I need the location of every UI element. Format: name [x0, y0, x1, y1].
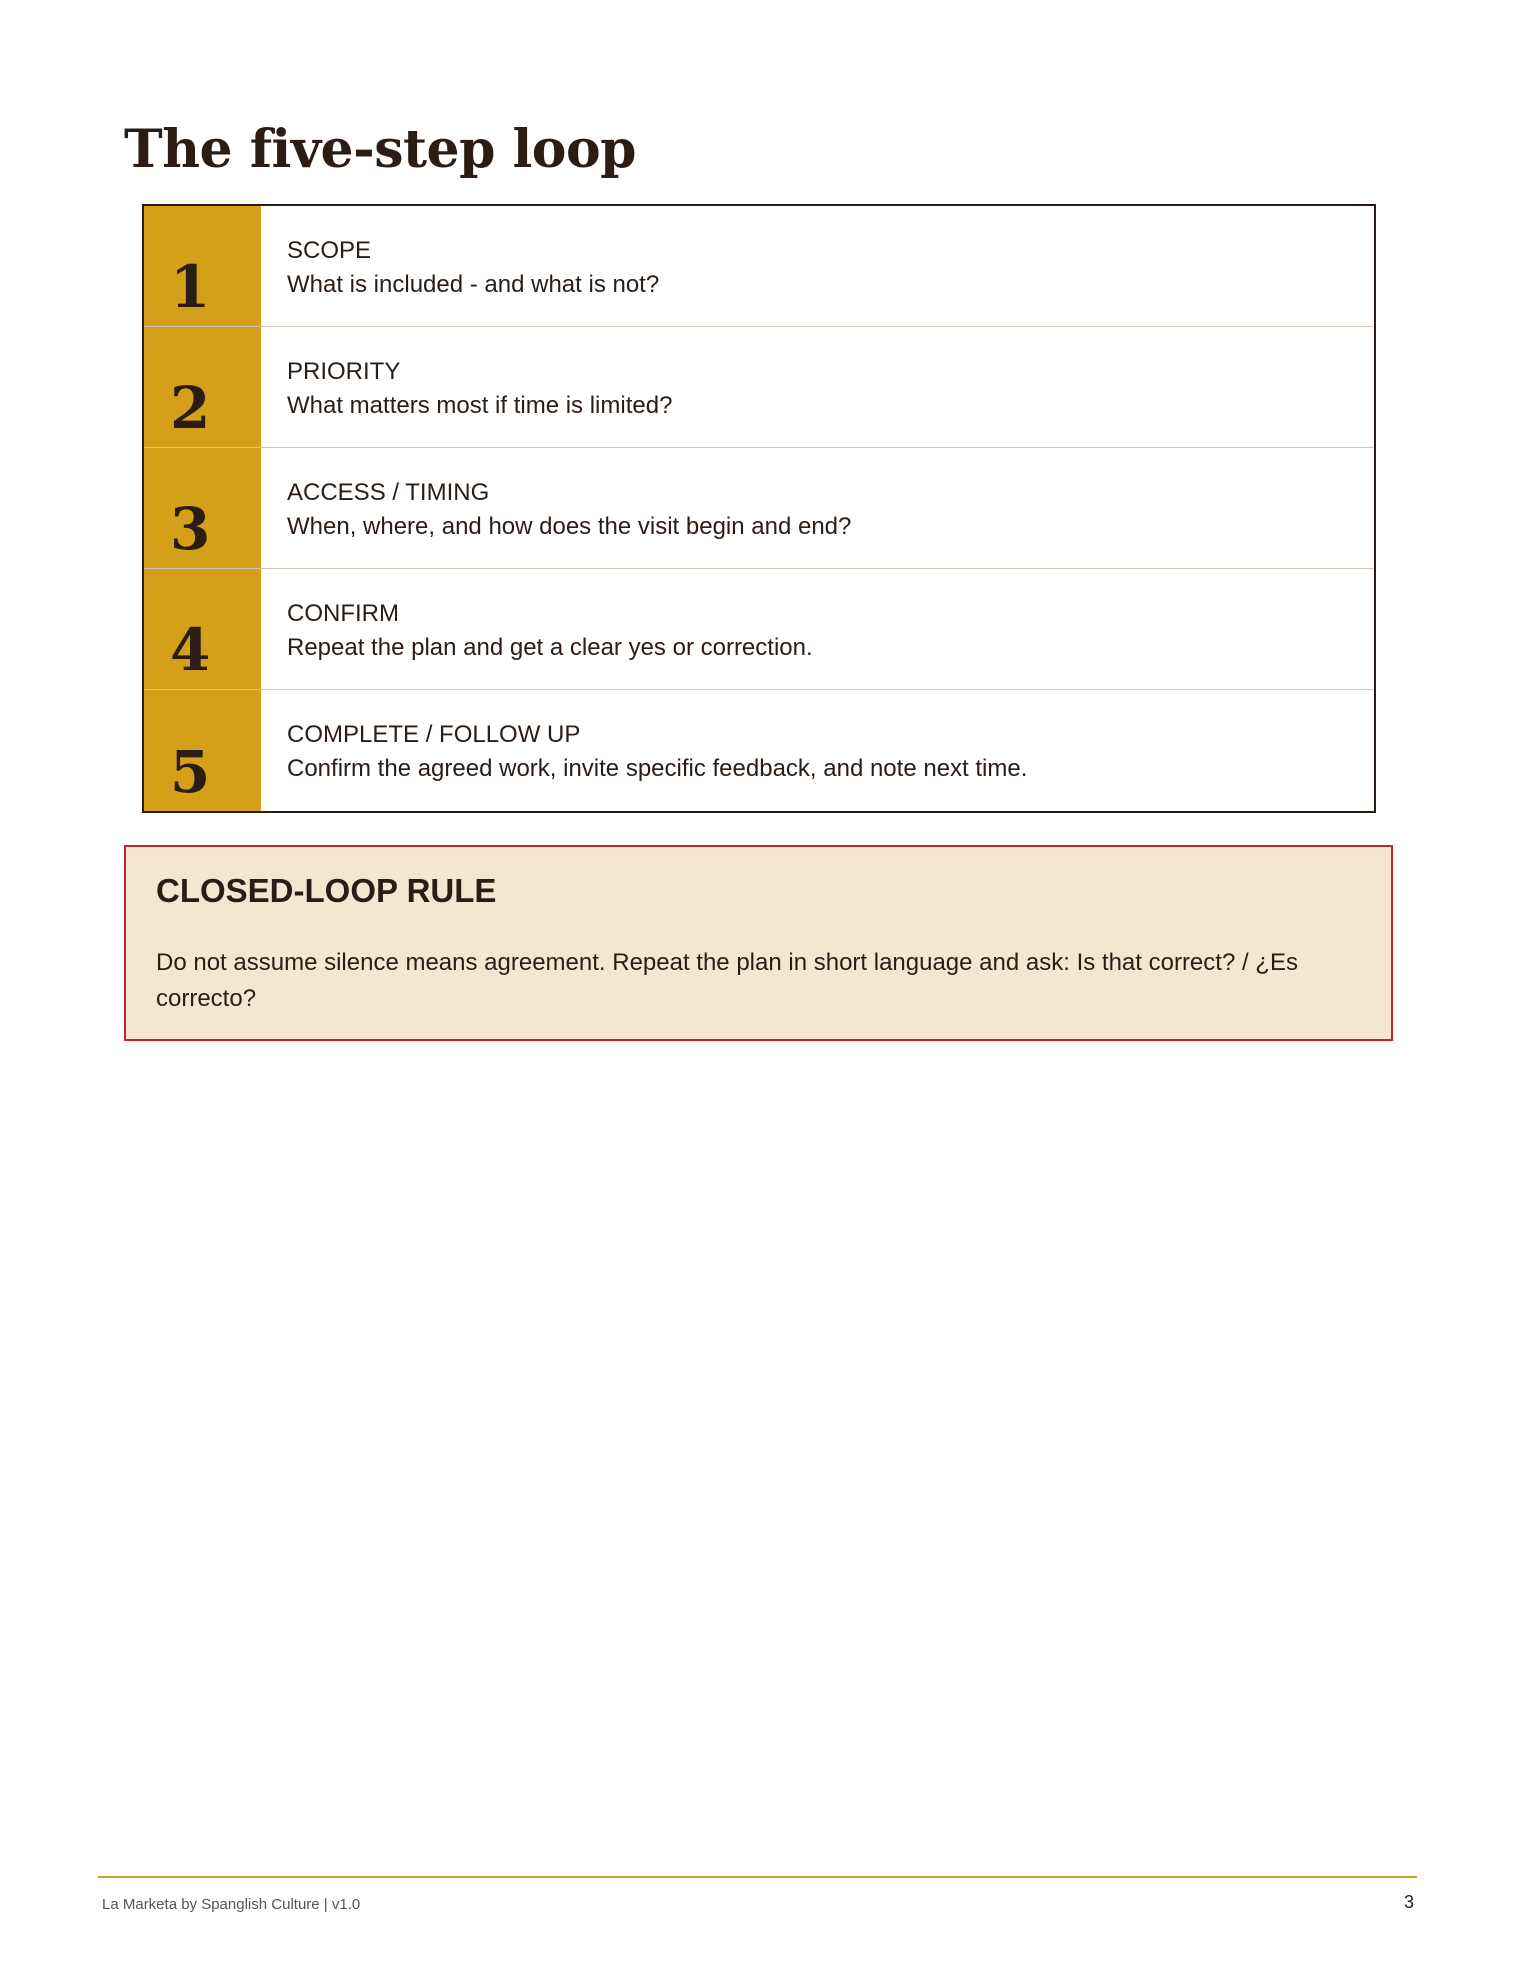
- rule-title: CLOSED-LOOP RULE: [156, 872, 497, 909]
- step-row: [144, 206, 1374, 327]
- five-step-table: [142, 204, 1376, 813]
- step-number-cell: [144, 206, 261, 326]
- step-description: What matters most if time is limited?: [287, 392, 673, 419]
- step-description: Repeat the plan and get a clear yes or correction.: [287, 634, 813, 661]
- step-row: [144, 327, 1374, 448]
- step-row: [144, 448, 1374, 569]
- step-text-cell: [261, 690, 1374, 811]
- step-text-cell: [261, 448, 1374, 568]
- step-number-cell: [144, 690, 261, 811]
- step-heading: PRIORITY: [287, 358, 401, 385]
- step-heading: ACCESS / TIMING: [287, 479, 490, 506]
- step-text-cell: [261, 327, 1374, 447]
- step-text-cell: [261, 569, 1374, 689]
- step-description: Confirm the agreed work, invite specific feedback, and note next time.: [287, 755, 1028, 782]
- step-description: What is included - and what is not?: [287, 271, 660, 298]
- step-number: 4: [170, 616, 211, 684]
- page-number: 3: [1403, 1892, 1414, 1912]
- step-row: [144, 569, 1374, 690]
- step-number: 1: [170, 253, 211, 321]
- step-number-cell: [144, 569, 261, 689]
- page-title: The five-step loop: [124, 119, 637, 180]
- step-number: 2: [170, 374, 211, 442]
- step-heading: CONFIRM: [287, 600, 399, 627]
- step-heading: SCOPE: [287, 237, 372, 264]
- step-description: When, where, and how does the visit begin and end?: [287, 513, 852, 540]
- footer-divider: [98, 1876, 1417, 1878]
- rule-body: Do not assume silence means agreement. Repeat the plan in short language and ask: Is that correct? / ¿Es correcto?: [156, 949, 1298, 1012]
- step-number: 5: [170, 738, 211, 806]
- step-heading: COMPLETE / FOLLOW UP: [287, 721, 581, 748]
- step-number: 3: [170, 495, 211, 563]
- closed-loop-rule-box: [124, 845, 1393, 1041]
- step-row: [144, 690, 1374, 811]
- step-text-cell: [261, 206, 1374, 326]
- step-number-cell: [144, 327, 261, 447]
- footer-credit: La Marketa by Spanglish Culture | v1.0: [102, 1896, 361, 1913]
- step-number-cell: [144, 448, 261, 568]
